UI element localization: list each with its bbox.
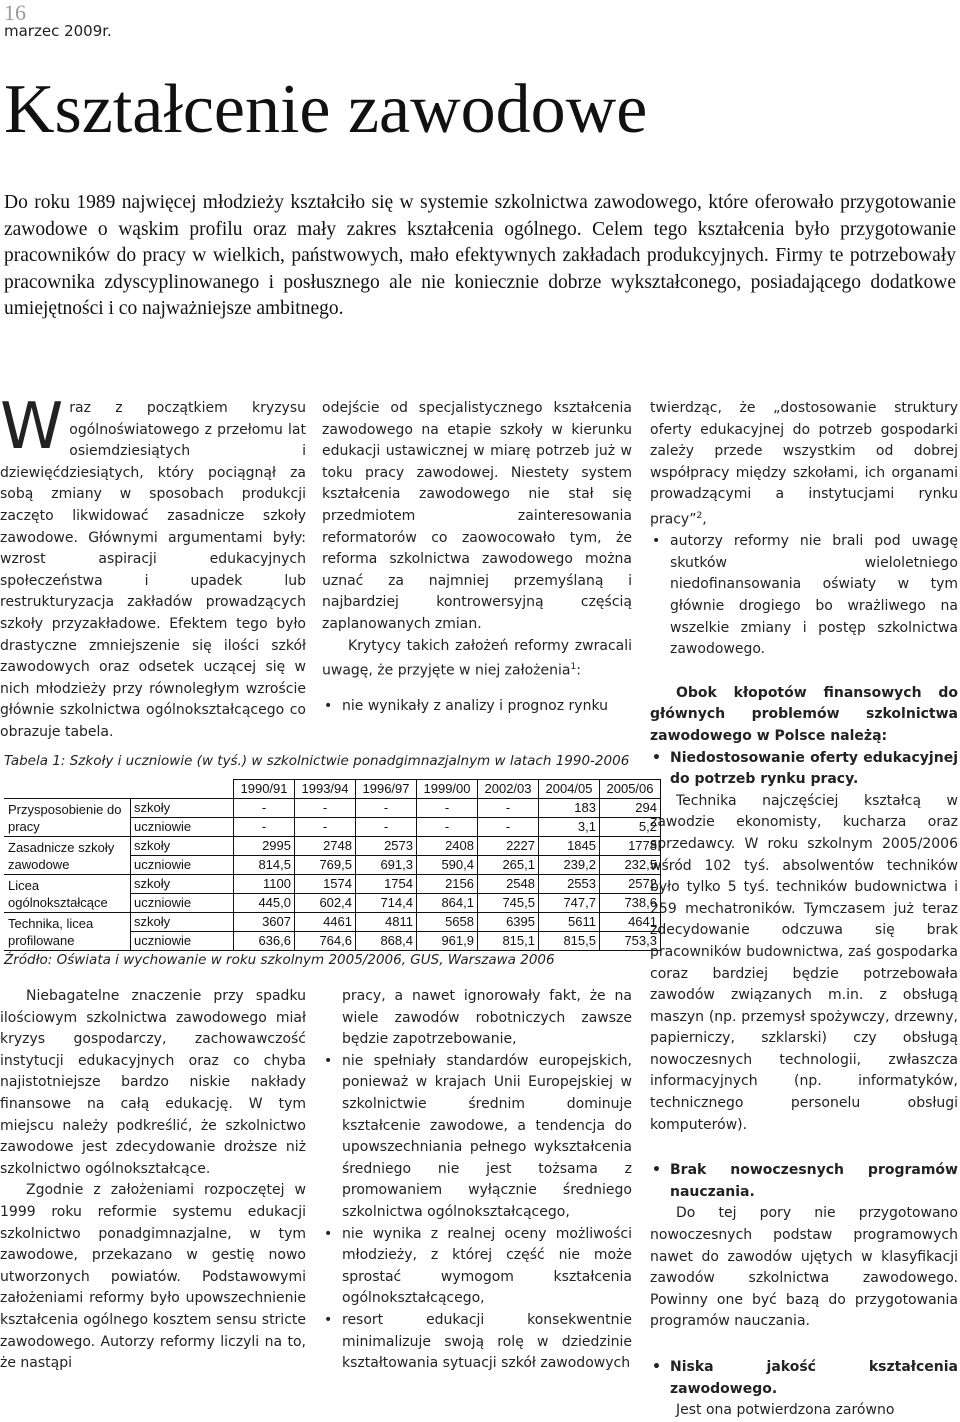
table-cell: -: [356, 799, 417, 818]
table-cell: 232,5: [600, 856, 661, 875]
table-cell: 3,1: [539, 818, 600, 837]
row-type-label: szkoły: [131, 799, 234, 818]
row-type-label: uczniowie: [131, 894, 234, 913]
column-header: 1993/94: [295, 780, 356, 799]
table-cell: 814,5: [234, 856, 295, 875]
row-type-label: uczniowie: [131, 856, 234, 875]
column-1: [0, 390, 306, 744]
paragraph: pracy, a nawet ignorowały fakt, że na wiele zawodów robotniczych zawsze będzie zapotrzebowanie,: [342, 988, 632, 1048]
table-cell: 3607: [234, 913, 295, 932]
list-item-heading: • Niedostosowanie oferty edukacyjnej do potrzeb rynku pracy.: [650, 748, 958, 791]
paragraph: Do tej pory nie przygotowano nowoczesnych podstaw programowych nawet do zawodów ujętych w klasyfikacji zawodów szkolnictwa zawodowego. Powinny one być bazą do przygotowania programów nauczania.: [650, 1205, 958, 1330]
paragraph: Zgodnie z założeniami rozpoczętej w 1999 roku reformie systemu edukacji szkolnictwo ponadgimnazjalne, w tym zawodowe, przekazano w gestię nowo utworzonych powiatów. Podstawowymi założeniami reformy było upowszechnienie kształcenia ogólnego kosztem sensu stricte zawodowego. Autorzy reformy liczyli na to, że nastąpi: [0, 1182, 306, 1372]
bottom-column-2: [322, 986, 632, 1375]
column-header: 2002/03: [478, 780, 539, 799]
table-cell: 590,4: [417, 856, 478, 875]
table-cell: 2995: [234, 837, 295, 856]
table-cell: 1574: [295, 875, 356, 894]
table-cell: 753,3: [600, 932, 661, 951]
bottom-column-1: [0, 986, 306, 1375]
table-cell: 2573: [356, 837, 417, 856]
table-cell: 4641: [600, 913, 661, 932]
table-cell: 636,6: [234, 932, 295, 951]
table-cell: 2572: [600, 875, 661, 894]
table-cell: 2156: [417, 875, 478, 894]
table-cell: 294: [600, 799, 661, 818]
table-cell: -: [478, 818, 539, 837]
paragraph-text: Krytycy takich założeń reformy zwracali uwagę, że przyjęte w niej założenia: [322, 637, 632, 679]
list-item-heading: • Niska jakość kształcenia zawodowego.: [650, 1357, 958, 1400]
table-cell: 5611: [539, 913, 600, 932]
table-cell: 2548: [478, 875, 539, 894]
table-cell: 961,9: [417, 932, 478, 951]
table-header-row: [4, 780, 661, 799]
article-lead: Do roku 1989 najwięcej młodzieży kształciło się w systemie szkolnictwa zawodowego, które oferowało przygotowanie zawodowe o wąskim profilu oraz mały zakres kształcenia ogólnego. Celem tego kształcenia było przygotowanie pracowników do pracy w wielkich, państwowych, mało efektywnych zakładach produkcyjnych. Firmy te potrzebowały pracownika zdyscyplinowanego i posłusznego ale nie koniecznie dobrze wykształconego, posiadającego dodatkowe umiejętności i co najważniejsze ambitnego.: [4, 192, 956, 319]
table-cell: 747,7: [539, 894, 600, 913]
table-cell: 691,3: [356, 856, 417, 875]
row-group-label: Licea ogólnokształcące: [4, 875, 131, 913]
table-cell: 2553: [539, 875, 600, 894]
paragraph-text: twierdząc, że „dostosowanie struktury oferty edukacyjnej do potrzeb gospodarki zależy przede wszystkim od dobrej współpracy między szkołami, ich organami prowadzącymi a instytucjami rynku pracy”: [650, 400, 958, 528]
bullet-list: [650, 1357, 958, 1400]
bullet-list: [322, 696, 632, 718]
table-cell: 602,4: [295, 894, 356, 913]
table-cell: -: [234, 799, 295, 818]
table-source: Źródło: Oświata i wychowanie w roku szkolnym 2005/2006, GUS, Warszawa 2006: [4, 952, 555, 968]
list-item: • resort edukacji konsekwentnie minimalizuje swoją rolę w dziedzinie kształtowania sytuacji szkół zawodowych: [322, 1310, 632, 1375]
paragraph-end: ,: [702, 511, 707, 528]
row-type-label: szkoły: [131, 875, 234, 894]
paragraph: [650, 398, 958, 531]
table-cell: 714,4: [356, 894, 417, 913]
paragraph: Jest ona potwierdzona zarówno: [676, 1402, 895, 1419]
bullet-list: [650, 1160, 958, 1203]
column-header: 1996/97: [356, 780, 417, 799]
row-group-label: Zasadnicze szkoły zawodowe: [4, 837, 131, 875]
table-cell: 4461: [295, 913, 356, 932]
table-cell: 815,1: [478, 932, 539, 951]
row-type-label: szkoły: [131, 913, 234, 932]
table-corner: [4, 780, 234, 799]
footnote-mark: 2: [696, 510, 703, 521]
row-group-label: Przysposobienie do pracy: [4, 799, 131, 837]
column-header: 1990/91: [234, 780, 295, 799]
table-cell: 4811: [356, 913, 417, 932]
row-type-label: uczniowie: [131, 932, 234, 951]
table-cell: 239,2: [539, 856, 600, 875]
table-cell: 864,1: [417, 894, 478, 913]
table-row: [4, 875, 661, 894]
table-cell: 6395: [478, 913, 539, 932]
table-row: [4, 837, 661, 856]
page-number: 16: [4, 0, 26, 25]
row-group-label: Technika, licea profilowane: [4, 913, 131, 951]
bullet-list: [650, 531, 958, 661]
table-caption: Tabela 1: Szkoły i uczniowie (w tyś.) w szkolnictwie ponadgimnazjalnym w latach 1990-2006: [4, 753, 630, 769]
paragraph: [0, 390, 306, 744]
issue-date: marzec 2009r.: [4, 22, 112, 40]
paragraph-text: raz z początkiem kryzysu ogólnoświatowego z przełomu lat osiemdziesiątych i dziewięćdziesiątych, który pociągnął za sobą zmiany w sposobach produkcji zaczęto likwidować zasadnicze szkoły zawodowe. Głównymi argumentami były: wzrost aspiracji edukacyjnych społeczeństwa i upadek lub restrukturyzacja zakładów prowadzących szkoły przyzakładowe. Efektem tego było drastyczne zmniejszenie się ilości szkół zawodowych oraz odsetek uczącej się w nich młodzieży przy równoległym wzroście głównie szkolnictwa ogólnokształcącego co obrazuje tabela.: [0, 400, 306, 740]
footnote-mark: 1: [570, 662, 577, 673]
table-cell: 1100: [234, 875, 295, 894]
table-cell: 2748: [295, 837, 356, 856]
paragraph-end: :: [576, 662, 581, 679]
table-cell: 1845: [539, 837, 600, 856]
article-title: Kształcenie zawodowe: [4, 71, 648, 148]
column-header: 2004/05: [539, 780, 600, 799]
table-cell: 2408: [417, 837, 478, 856]
table-cell: 868,4: [356, 932, 417, 951]
table-cell: -: [295, 799, 356, 818]
list-item: • autorzy reformy nie brali pod uwagę skutków wieloletniego niedofinansowania oświaty w tym głównie drogiego bo wrażliwego na wszelkie zmiany i postęp szkolnictwa zawodowego.: [650, 531, 958, 661]
table-cell: 183: [539, 799, 600, 818]
table-cell: -: [234, 818, 295, 837]
table-cell: 815,5: [539, 932, 600, 951]
list-item: • nie wynikały z analizy i prognoz rynku: [322, 696, 632, 718]
table-row: [4, 913, 661, 932]
drop-cap: W: [0, 390, 64, 464]
table-cell: -: [356, 818, 417, 837]
table-cell: -: [417, 799, 478, 818]
section-heading: Obok kłopotów finansowych do głównych problemów szkolnictwa zawodowego w Polsce należą:: [650, 684, 958, 744]
table-cell: 764,6: [295, 932, 356, 951]
paragraph: odejście od specjalistycznego kształcenia zawodowego na etapie szkoły w kierunku edukacji ustawicznej w miarę potrzeb już w toku pracy zawodowej. Niestety system kształcenia zawodowego nie stał się przedmiotem zainteresowania reformatorów co zaowocowało tym, że reforma szkolnictwa zawodowego można uznać za najmniej przemyślaną i najbardziej kontrowersyjną częścią zaplanowanych zmian.: [322, 400, 632, 632]
table-cell: 1778: [600, 837, 661, 856]
column-header: 2005/06: [600, 780, 661, 799]
table-cell: 5,2: [600, 818, 661, 837]
table-cell: -: [478, 799, 539, 818]
table-cell: -: [417, 818, 478, 837]
paragraph: Technika najczęściej kształcą w zawodzie ekonomisty, kucharza oraz sprzedawcy. W roku szkolnym 2005/2006 wśród 102 tyś. absolwentów techników było tylko 5 tyś. techników budownictwa i 259 mechatroników. Tymczasem już teraz zdecydowanie odczuwa się brak pracowników budownictwa, zaś gospodarka coraz bardziej będzie potrzebowała zawodów związanych m.in. z obsługą maszyn (np. przemysł spożywczy, drzewny, papierniczy, szklarski) czy obsługą nowoczesnych technologii, zwłaszcza informacyjnych (np. informatyków, technicznego personelu obsługi komputerów).: [650, 792, 958, 1133]
table-cell: 265,1: [478, 856, 539, 875]
column-header: 1999/00: [417, 780, 478, 799]
column-2: [322, 398, 632, 718]
table-cell: 2227: [478, 837, 539, 856]
bullet-list: [322, 1051, 632, 1375]
column-3: [650, 398, 958, 1422]
list-item: • nie wynika z realnej oceny możliwości młodzieży, z której część nie może sprostać wymogom kształcenia ogólnokształcącego,: [322, 1224, 632, 1310]
table-cell: 738,6: [600, 894, 661, 913]
bullet-list: [650, 748, 958, 791]
row-type-label: uczniowie: [131, 818, 234, 837]
list-item: • nie spełniały standardów europejskich, ponieważ w krajach Unii Europejskiej w szkolnictwie średnim dominuje kształcenie zawodowe, a tendencja do upowszechniania pełnego wykształcenia średniego nie jest tożsama z promowaniem wyłącznie średniego szkolnictwa ogólnokształcącego,: [322, 1051, 632, 1224]
table-cell: 745,5: [478, 894, 539, 913]
table-cell: 769,5: [295, 856, 356, 875]
row-type-label: szkoły: [131, 837, 234, 856]
table-cell: 1754: [356, 875, 417, 894]
table-body: [4, 780, 661, 951]
table-cell: -: [295, 818, 356, 837]
statistics-table: [4, 779, 661, 951]
table-row: [4, 799, 661, 818]
paragraph: Niebagatelne znaczenie przy spadku ilościowym szkolnictwa zawodowego miał kryzys gospodarczy, zachowawczość instytucji edukacyjnych oraz co chyba najistotniejsze bardzo niskie nakłady finansowe na całą edukację. W tym miejscu należy podkreślić, że szkolnictwo zawodowe jest zdecydowanie droższe niż szkolnictwo ogólnokształcące.: [0, 988, 306, 1177]
table-cell: 5658: [417, 913, 478, 932]
paragraph: [322, 636, 632, 683]
list-item-heading: • Brak nowoczesnych programów nauczania.: [650, 1160, 958, 1203]
table-cell: 445,0: [234, 894, 295, 913]
